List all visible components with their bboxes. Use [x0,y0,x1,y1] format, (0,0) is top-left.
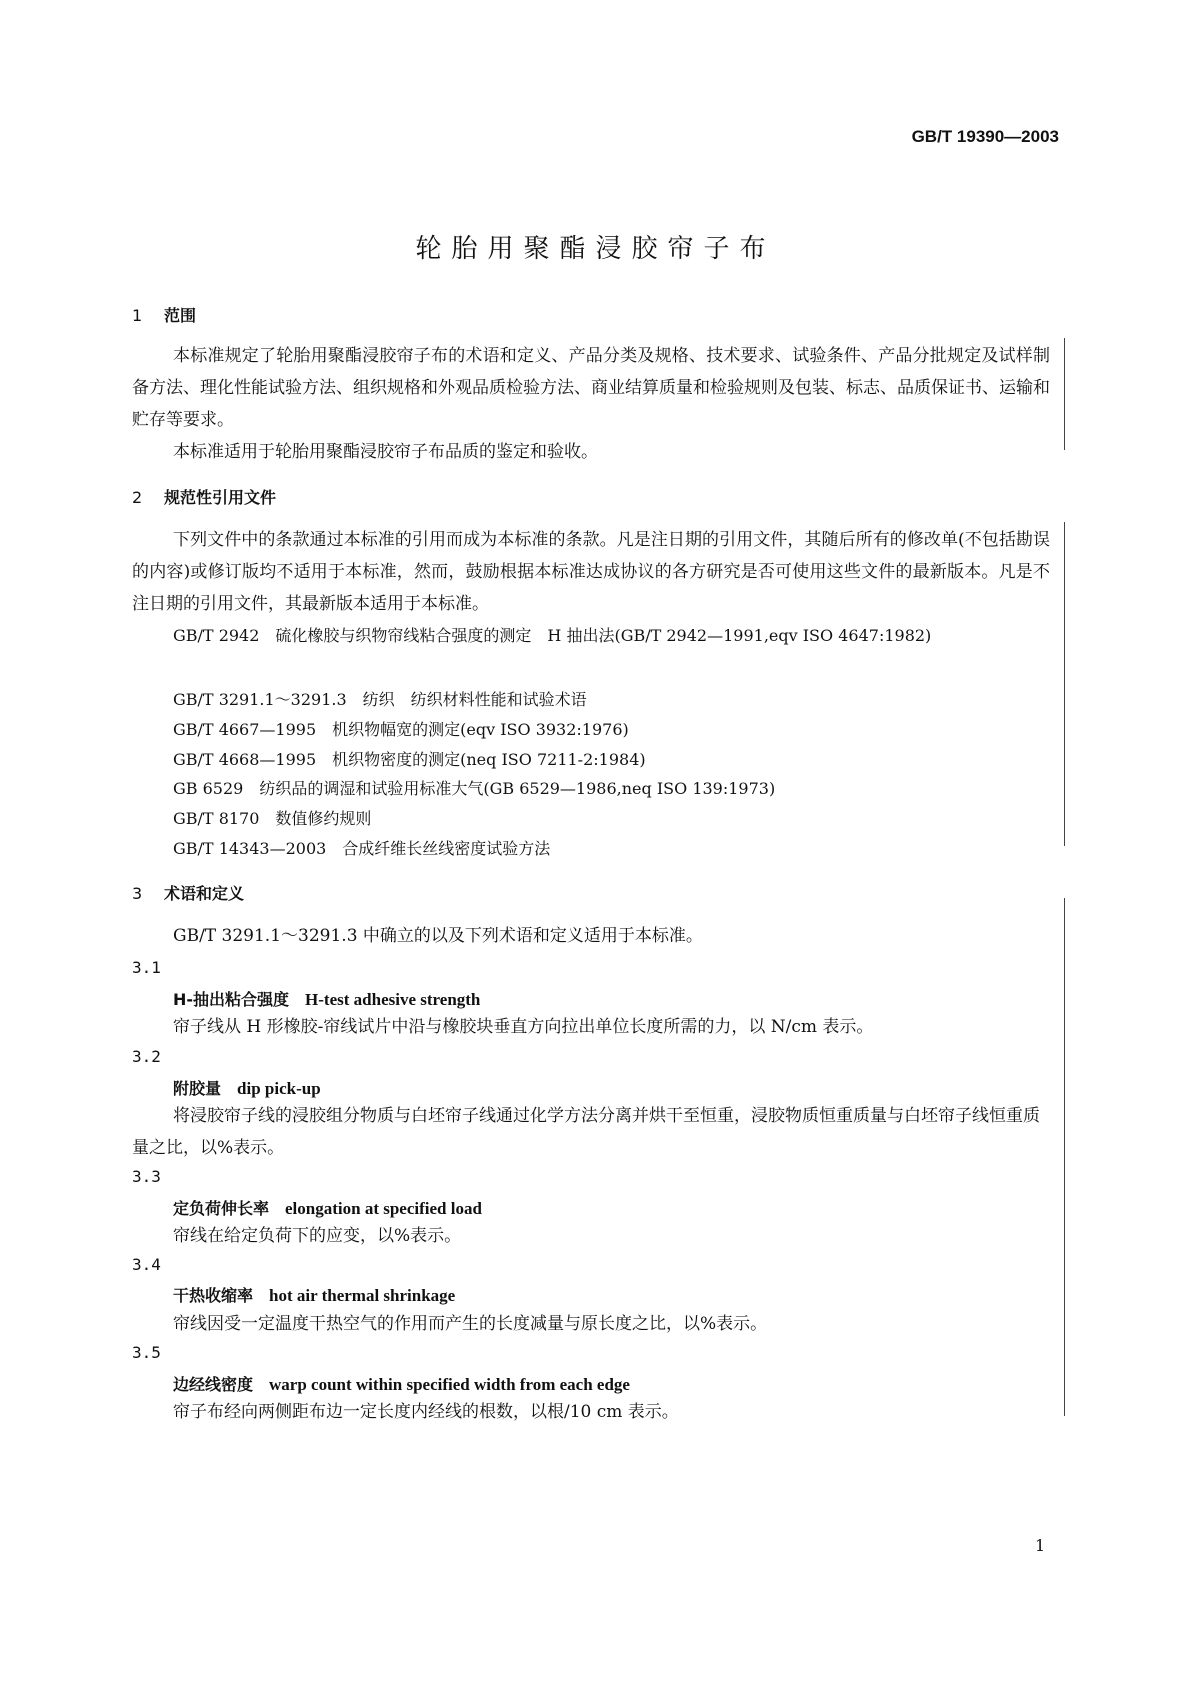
section-1-paragraph-1: 本标准规定了轮胎用聚酯浸胶帘子布的术语和定义、产品分类及规格、技术要求、试验条件、产品分批规定及试样制备方法、理化性能试验方法、组织规格和外观品质检验方法、商业结算质量和检验规则及包装、标志、品质保证书、运输和贮存等要求。 [132,346,1050,430]
term-number: 3.5 [132,1343,161,1362]
section-3-heading [132,881,244,904]
term-definition: 帘线在给定负荷下的应变，以%表示。 [173,1226,462,1246]
term-name-zh: 定负荷伸长率 [173,1199,270,1218]
reference-item: GB/T 4667—1995 机织物幅宽的测定(eqv ISO 3932:1976) [173,720,629,739]
term-definition: 将浸胶帘子线的浸胶组分物质与白坯帘子线通过化学方法分离并烘干至恒重，浸胶物质恒重质量与白坯帘子线恒重质量之比，以%表示。 [132,1106,1040,1158]
change-bar [1064,338,1065,450]
term-name [173,1076,321,1099]
term-number: 3.4 [132,1255,161,1274]
term-name-zh: 边经线密度 [173,1375,254,1394]
term-name-en: hot air thermal shrinkage [269,1286,456,1305]
term-number: 3.2 [132,1047,161,1066]
section-title: 规范性引用文件 [164,488,277,507]
term-name-en: dip pick-up [237,1079,321,1098]
term-definition: 帘线因受一定温度干热空气的作用而产生的长度减量与原长度之比，以%表示。 [173,1314,768,1334]
section-3-intro: GB/T 3291.1～3291.3 中确立的以及下列术语和定义适用于本标准。 [173,926,703,946]
change-bar [1064,898,1065,1416]
document-title: 轮胎用聚酯浸胶帘子布 [415,234,776,264]
section-1-paragraph-2: 本标准适用于轮胎用聚酯浸胶帘子布品质的鉴定和验收。 [173,442,598,462]
change-bar [1064,522,1065,846]
term-name-zh: H-抽出粘合强度 [173,990,290,1009]
section-number: 2 [132,488,143,507]
term-definition: 帘子线从 H 形橡胶-帘线试片中沿与橡胶块垂直方向拉出单位长度所需的力，以 N/cm 表示。 [173,1017,874,1037]
section-title: 范围 [164,306,197,325]
section-1-heading [132,303,196,326]
reference-item: GB/T 14343—2003 合成纤维长丝线密度试验方法 [173,839,551,858]
term-name-en: elongation at specified load [285,1199,482,1218]
term-number: 3.3 [132,1167,161,1186]
standard-number: GB/T 19390—2003 [911,127,1059,146]
reference-item: GB/T 3291.1～3291.3 纺织 纺织材料性能和试验术语 [173,690,587,709]
reference-item: GB 6529 纺织品的调湿和试验用标准大气(GB 6529—1986,neq ISO 139:1973) [173,779,776,798]
section-2-intro: 下列文件中的条款通过本标准的引用而成为本标准的条款。凡是注日期的引用文件，其随后所有的修改单(不包括勘误的内容)或修订版均不适用于本标准，然而，鼓励根据本标准达成协议的各方研究是否可使用这些文件的最新版本。凡是不注日期的引用文件，其最新版本适用于本标准。 [132,530,1050,614]
term-name [173,1372,630,1395]
term-name-zh: 附胶量 [173,1079,222,1098]
section-number: 1 [132,306,143,325]
term-name-en: H-test adhesive strength [305,990,481,1009]
term-number: 3.1 [132,958,161,977]
reference-item: GB/T 4668—1995 机织物密度的测定(neq ISO 7211-2:1984) [173,750,646,769]
term-name-zh: 干热收缩率 [173,1286,254,1305]
reference-item: GB/T 8170 数值修约规则 [173,809,372,828]
reference-item: GB/T 2942 硫化橡胶与织物帘线粘合强度的测定 H 抽出法(GB/T 2942—1991,eqv ISO 4647:1982) [173,626,932,645]
term-name [173,1196,482,1219]
term-name [173,1283,455,1306]
term-definition: 帘子布经向两侧距布边一定长度内经线的根数，以根/10 cm 表示。 [173,1402,679,1422]
section-2-heading [132,485,276,508]
section-title: 术语和定义 [164,884,245,903]
term-name-en: warp count within specified width from each edge [269,1375,630,1394]
term-name [173,987,480,1010]
section-number: 3 [132,884,143,903]
page-number: 1 [1035,1536,1046,1555]
